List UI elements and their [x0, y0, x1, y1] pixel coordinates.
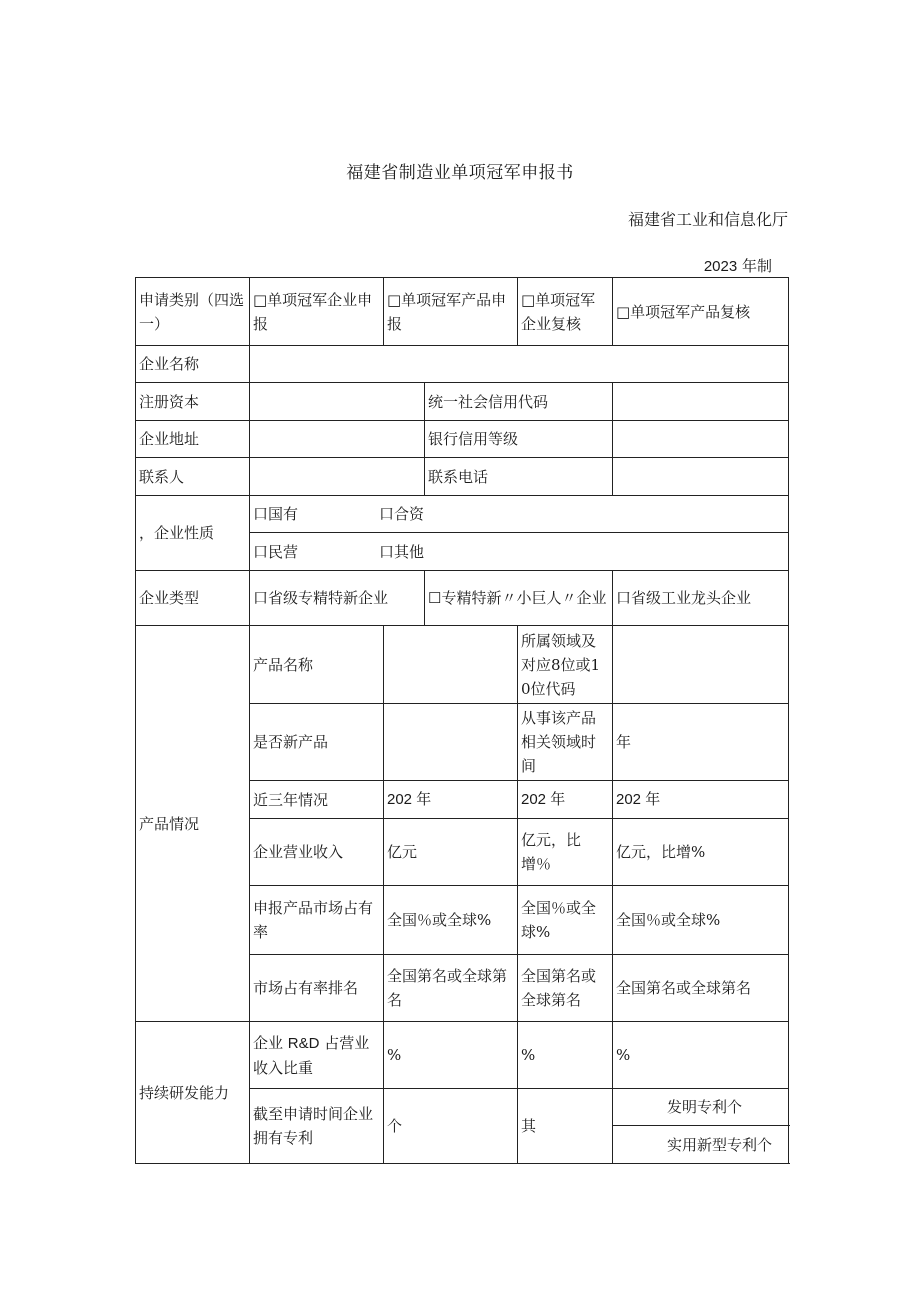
market-rank-year-3[interactable]: 全国第名或全球第名: [613, 955, 789, 1022]
company-address-label: 企业地址: [136, 421, 250, 458]
years-engaged-label: 从事该产品相关领域时间: [518, 704, 613, 781]
recent-year-3[interactable]: 202 年: [613, 781, 789, 819]
company-name-row: [136, 346, 789, 383]
market-rank-year-1[interactable]: 全国第名或全球第名: [384, 955, 518, 1022]
revenue-year-2[interactable]: 亿元，比增％: [518, 819, 613, 886]
recent-year-1[interactable]: 202 年: [384, 781, 518, 819]
apply-option-product-review[interactable]: □单项冠军产品复核: [613, 278, 789, 346]
company-type-label: 企业类型: [136, 571, 250, 626]
year-suffix: 年制: [737, 257, 772, 275]
ownership-option-other[interactable]: 口其他: [379, 542, 425, 561]
apply-type-label: 申请类别（四选一）: [136, 278, 250, 346]
recent-year-2[interactable]: 202 年: [518, 781, 613, 819]
contact-label: 联系人: [136, 458, 250, 496]
revenue-label: 企业营业收入: [250, 819, 384, 886]
bank-credit-label: 银行信用等级: [425, 421, 613, 458]
market-share-year-1[interactable]: 全国％或全球%: [384, 886, 518, 955]
phone-field[interactable]: [613, 458, 789, 496]
ownership-option-joint[interactable]: 口合资: [379, 505, 425, 523]
patent-among-label: 其: [518, 1089, 613, 1164]
patent-count-field[interactable]: 个: [384, 1089, 518, 1164]
ownership-options-row-1: [250, 496, 789, 533]
is-new-product-label: 是否新产品: [250, 704, 384, 781]
rd-ratio-label-c: 占营业收入比重: [253, 1033, 370, 1077]
product-name-row: [136, 626, 789, 704]
ownership-row-1: [136, 496, 789, 533]
market-share-year-2[interactable]: 全国％或全球%: [518, 886, 613, 955]
revenue-year-3[interactable]: 亿元，比增%: [613, 819, 789, 886]
product-name-label: 产品名称: [250, 626, 384, 704]
rd-ratio-label: [250, 1022, 384, 1089]
company-type-provincial-leader[interactable]: 口省级工业龙头企业: [613, 571, 789, 626]
bank-credit-field[interactable]: [613, 421, 789, 458]
issuing-org: 福建省工业和信息化厅: [627, 210, 788, 229]
credit-code-field[interactable]: [613, 383, 789, 421]
registered-capital-row: [136, 383, 789, 421]
rd-ratio-year-1[interactable]: %: [384, 1022, 518, 1089]
company-name-label: 企业名称: [136, 346, 250, 383]
credit-code-label: 统一社会信用代码: [425, 383, 613, 421]
registered-capital-label: 注册资本: [136, 383, 250, 421]
contact-field[interactable]: [250, 458, 425, 496]
company-type-row: [136, 571, 789, 626]
recent-three-years-label: 近三年情况: [250, 781, 384, 819]
product-section-label: 产品情况: [136, 626, 250, 1022]
ownership-option-state[interactable]: 口国有: [253, 505, 299, 523]
market-rank-year-2[interactable]: 全国第名或全球第名: [518, 955, 613, 1022]
apply-type-row: [136, 278, 789, 346]
product-name-field[interactable]: [384, 626, 518, 704]
rd-ratio-year-3[interactable]: %: [613, 1022, 789, 1089]
product-field-code[interactable]: [613, 626, 789, 704]
rd-ratio-label-a: 企业: [253, 1033, 288, 1052]
revenue-year-1[interactable]: 亿元: [384, 819, 518, 886]
apply-option-company-declare[interactable]: □单项冠军企业申报: [250, 278, 384, 346]
patent-label: 截至申请时间企业拥有专利: [250, 1089, 384, 1164]
company-name-field[interactable]: [250, 346, 789, 383]
phone-label: 联系电话: [425, 458, 613, 496]
company-type-little-giant[interactable]: ☐专精特新〃小巨人〃企业: [425, 571, 613, 626]
market-share-label: 申报产品市场占有率: [250, 886, 384, 955]
company-type-provincial-specialized[interactable]: 口省级专精特新企业: [250, 571, 425, 626]
year-number: 2023: [703, 258, 738, 275]
company-address-row: [136, 421, 789, 458]
contact-row: [136, 458, 789, 496]
rd-ratio-row: [136, 1022, 789, 1089]
year-made: [704, 255, 772, 276]
invention-patent-field[interactable]: 发明专利个: [613, 1089, 789, 1126]
utility-patent-field[interactable]: 实用新型专利个: [613, 1126, 789, 1164]
market-share-year-3[interactable]: 全国％或全球%: [613, 886, 789, 955]
rd-ratio-label-b: R&D: [287, 1034, 320, 1052]
rd-section-label: 持续研发能力: [136, 1022, 250, 1164]
ownership-options-row-2: [250, 533, 789, 571]
application-form-table: [135, 277, 789, 1164]
ownership-option-private[interactable]: 口民营: [253, 542, 299, 561]
is-new-product-field[interactable]: [384, 704, 518, 781]
market-rank-label: 市场占有率排名: [250, 955, 384, 1022]
company-address-field[interactable]: [250, 421, 425, 458]
product-field-label: 所属领域及对应8位或10位代码: [518, 626, 613, 704]
rd-ratio-year-2[interactable]: %: [518, 1022, 613, 1089]
page-title: 福建省制造业单项冠军申报书: [346, 163, 574, 183]
registered-capital-field[interactable]: [250, 383, 425, 421]
apply-option-company-review[interactable]: □单项冠军企业复核: [518, 278, 613, 346]
ownership-label: ，企业性质: [136, 496, 250, 571]
apply-option-product-declare[interactable]: □单项冠军产品申报: [384, 278, 518, 346]
years-engaged-field[interactable]: 年: [613, 704, 789, 781]
